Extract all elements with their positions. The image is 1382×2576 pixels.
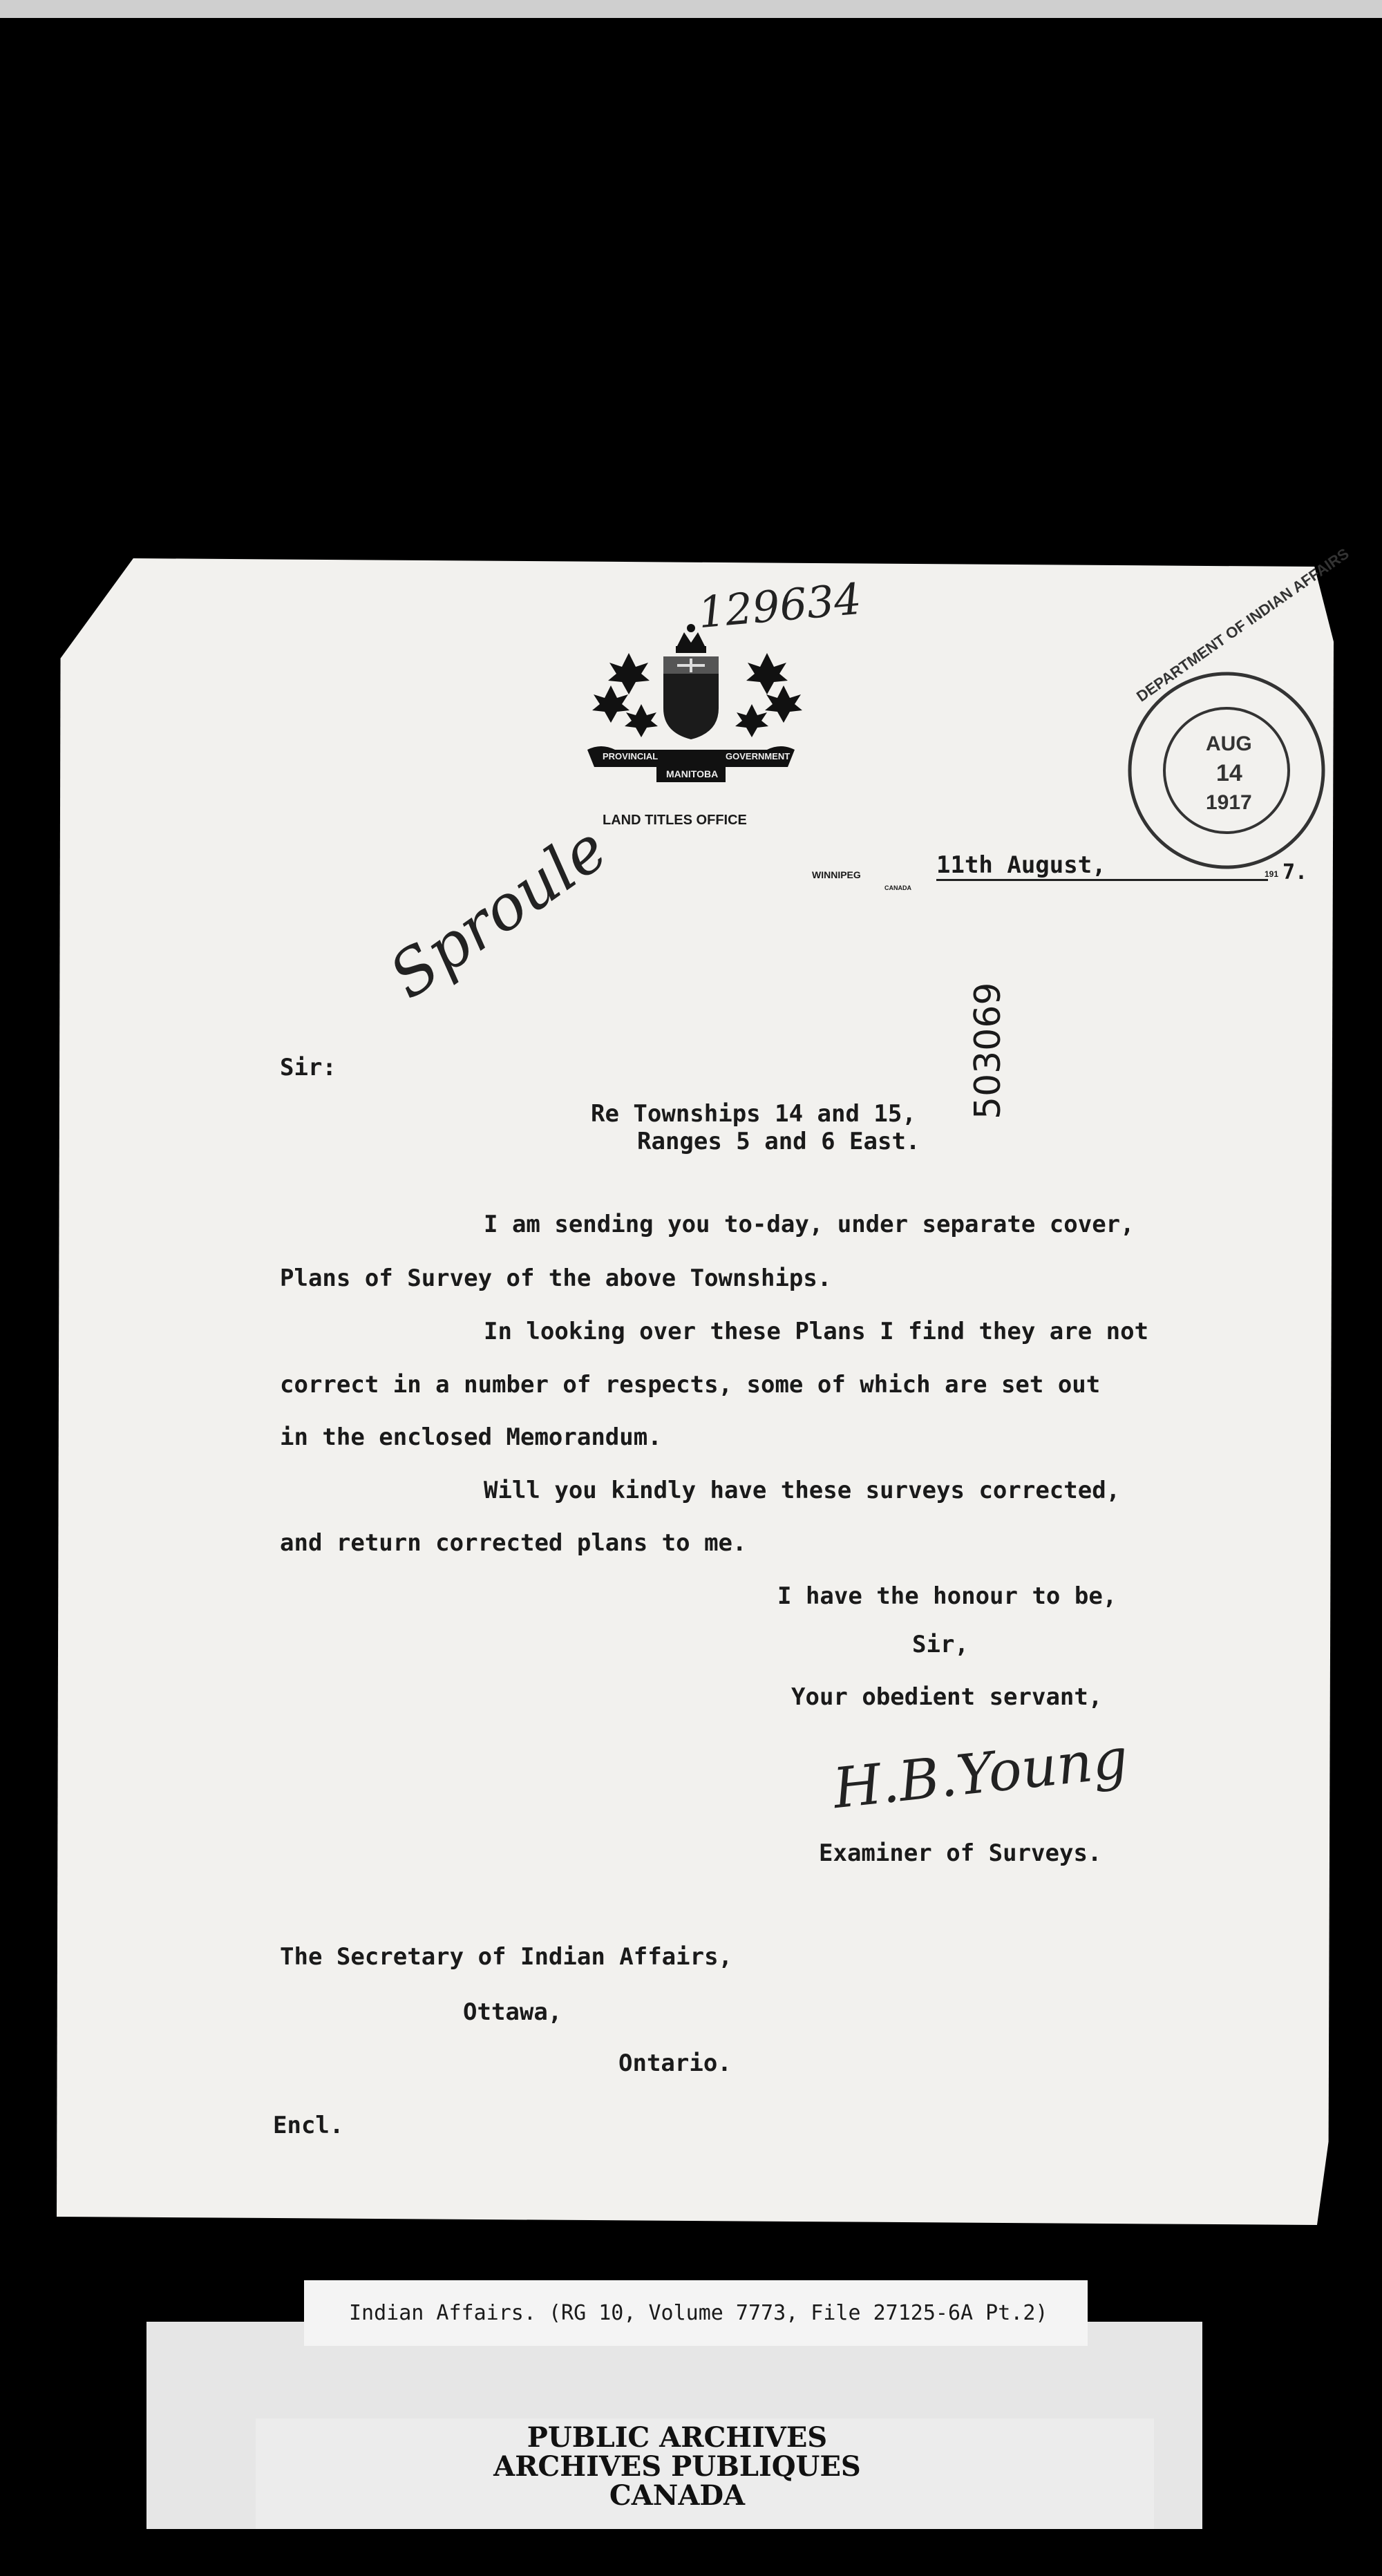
crest-motto-left: PROVINCIAL: [603, 751, 659, 761]
scan-top-border: [0, 0, 1382, 18]
closing-line-1: I have the honour to be,: [777, 1582, 1117, 1610]
archive-reference: Indian Affairs. (RG 10, Volume 7773, File 27125-6A Pt.2): [349, 2301, 1048, 2325]
archives-line-1: PUBLIC ARCHIVES: [527, 2421, 828, 2454]
addressee-line-3: Ontario.: [618, 2049, 732, 2077]
stamp-day: 14: [1216, 760, 1242, 786]
body-line: in the enclosed Memorandum.: [280, 1423, 662, 1451]
body-line: and return corrected plans to me.: [280, 1529, 747, 1557]
stamp-year: 1917: [1206, 791, 1252, 814]
letter-date: 11th August,: [936, 851, 1268, 881]
dateline-country: CANADA: [884, 884, 911, 891]
salutation: Sir:: [280, 1054, 337, 1081]
archives-line-3: CANADA: [609, 2479, 746, 2512]
dateline-year-prefix: 191: [1265, 869, 1279, 879]
body-line: I am sending you to-day, under separate cover,: [484, 1211, 1135, 1238]
addressee-line-1: The Secretary of Indian Affairs,: [280, 1943, 733, 1971]
dateline-year-suffix: 7.: [1282, 860, 1308, 884]
addressee-line-2: Ottawa,: [463, 1998, 562, 2026]
subject-line-1: Re Townships 14 and 15,: [591, 1100, 916, 1128]
crest-scroll-text: MANITOBA: [666, 768, 719, 779]
file-number: 129634: [696, 573, 864, 638]
body-line: Will you kindly have these surveys corrected,: [484, 1477, 1121, 1504]
enclosure-note: Encl.: [273, 2112, 344, 2139]
letterhead-office: LAND TITLES OFFICE: [603, 813, 747, 828]
closing-line-2: Sir,: [912, 1631, 969, 1658]
signatory-title: Examiner of Surveys.: [819, 1839, 1102, 1867]
registry-number: 503069: [967, 982, 1009, 1119]
stamp-ring-text: DEPARTMENT OF INDIAN AFFAIRS: [1133, 544, 1352, 705]
closing-line-3: Your obedient servant,: [791, 1683, 1103, 1711]
handwritten-routing-note: Sproule: [377, 812, 621, 1014]
body-line: correct in a number of respects, some of which are set out: [280, 1371, 1101, 1399]
archives-line-2: ARCHIVES PUBLIQUES: [493, 2450, 861, 2483]
signature: H.B.Young: [830, 1725, 1131, 1821]
dateline-city: WINNIPEG: [812, 869, 861, 880]
crest-motto-right: GOVERNMENT: [726, 751, 791, 761]
subject-line-2: Ranges 5 and 6 East.: [637, 1128, 920, 1155]
body-line: Plans of Survey of the above Townships.: [280, 1265, 832, 1292]
body-line: In looking over these Plans I find they are not: [484, 1318, 1149, 1345]
stamp-month: AUG: [1206, 732, 1252, 755]
